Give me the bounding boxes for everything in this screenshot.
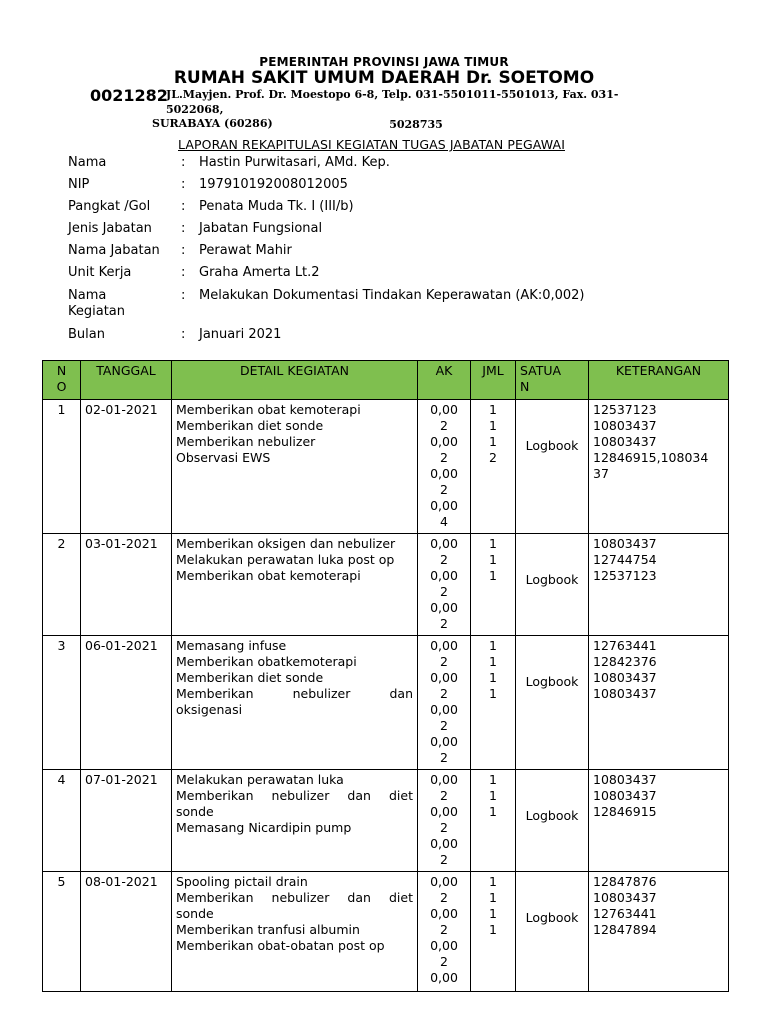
cell-keterangan: 12537123 10803437 10803437 12846915,108034 37	[589, 400, 729, 534]
province-heading: PEMERINTAH PROVINSI JAWA TIMUR	[259, 55, 509, 69]
cell-tanggal: 02-01-2021	[81, 400, 172, 534]
info-label: Jenis Jabatan	[68, 221, 152, 236]
activity-table	[42, 360, 729, 992]
cell-no: 5	[43, 872, 81, 992]
table-header-row	[43, 361, 729, 400]
cell-satuan: Logbook	[516, 400, 589, 534]
header-ak: AK	[418, 361, 471, 400]
cell-ak: 0,00 2 0,00 2 0,00 2 0,00 4	[418, 400, 471, 534]
info-label: Pangkat /Gol	[68, 199, 151, 214]
cell-satuan: Logbook	[516, 770, 589, 872]
cell-no: 3	[43, 636, 81, 770]
cell-keterangan: 12763441 12842376 10803437 10803437	[589, 636, 729, 770]
cell-jml: 1 1 1 1	[471, 636, 516, 770]
cell-detail-kegiatan: Memberikan obat kemoterapi Memberikan diet sonde Memberikan nebulizer Observasi EWS	[172, 400, 418, 534]
cell-ak: 0,00 2 0,00 2 0,00 2 0,00	[418, 872, 471, 992]
cell-ak: 0,00 2 0,00 2 0,00 2	[418, 534, 471, 636]
info-label: Nama Jabatan	[68, 243, 160, 258]
info-value: Graha Amerta Lt.2	[199, 265, 320, 280]
cell-keterangan: 12847876 10803437 12763441 12847894	[589, 872, 729, 992]
info-label: Nama Kegiatan	[68, 288, 126, 319]
cell-jml: 1 1 1	[471, 534, 516, 636]
city: SURABAYA (60286)	[152, 117, 273, 130]
header-satuan: SATUA N	[516, 361, 589, 400]
cell-detail-kegiatan: Spooling pictail drain Memberikan nebulizer dan diet sonde Memberikan tranfusi albumin Memberikan obat-obatan post op	[172, 872, 418, 992]
cell-satuan: Logbook	[516, 534, 589, 636]
info-value: Melakukan Dokumentasi Tindakan Keperawatan (AK:0,002)	[199, 288, 585, 303]
table-row	[43, 636, 729, 770]
cell-ak: 0,00 2 0,00 2 0,00 2 0,00 2	[418, 636, 471, 770]
info-value: Januari 2021	[199, 327, 282, 342]
cell-keterangan: 10803437 10803437 12846915	[589, 770, 729, 872]
table-row	[43, 770, 729, 872]
cell-satuan: Logbook	[516, 636, 589, 770]
cell-tanggal: 08-01-2021	[81, 872, 172, 992]
cell-tanggal: 06-01-2021	[81, 636, 172, 770]
address-line-2: 5028735	[389, 118, 443, 131]
table-row	[43, 534, 729, 636]
info-value: Jabatan Fungsional	[199, 221, 323, 236]
header-no: N O	[43, 361, 81, 400]
info-label: Nama	[68, 155, 107, 170]
cell-jml: 1 1 1	[471, 770, 516, 872]
info-value: Penata Muda Tk. I (III/b)	[199, 199, 354, 214]
document-code: 0021282	[90, 86, 168, 105]
cell-ak: 0,00 2 0,00 2 0,00 2	[418, 770, 471, 872]
info-label: Bulan	[68, 327, 105, 342]
header-tanggal: TANGGAL	[81, 361, 172, 400]
report-title: LAPORAN REKAPITULASI KEGIATAN TUGAS JABATAN PEGAWAI	[178, 137, 565, 152]
info-value: 197910192008012005	[199, 177, 348, 192]
cell-jml: 1 1 1 2	[471, 400, 516, 534]
header-jml: JML	[471, 361, 516, 400]
address-line-1: JL.Mayjen. Prof. Dr. Moestopo 6-8, Telp. 031-5501011-5501013, Fax. 031-5022068,	[166, 88, 619, 116]
info-label: Unit Kerja	[68, 265, 132, 280]
cell-keterangan: 10803437 12744754 12537123	[589, 534, 729, 636]
table-row	[43, 872, 729, 992]
header-keterangan: KETERANGAN	[589, 361, 729, 400]
info-value: Hastin Purwitasari, AMd. Kep.	[199, 155, 390, 170]
cell-jml: 1 1 1 1	[471, 872, 516, 992]
table-row	[43, 400, 729, 534]
info-value: Perawat Mahir	[199, 243, 292, 258]
cell-detail-kegiatan: Memberikan oksigen dan nebulizer Melakukan perawatan luka post op Memberikan obat kemoterapi	[172, 534, 418, 636]
hospital-name: RUMAH SAKIT UMUM DAERAH Dr. SOETOMO	[173, 68, 595, 88]
cell-no: 1	[43, 400, 81, 534]
cell-tanggal: 03-01-2021	[81, 534, 172, 636]
cell-tanggal: 07-01-2021	[81, 770, 172, 872]
info-label: NIP	[68, 177, 90, 192]
cell-satuan: Logbook	[516, 872, 589, 992]
cell-detail-kegiatan: Melakukan perawatan luka Memberikan nebulizer dan diet sonde Memasang Nicardipin pump	[172, 770, 418, 872]
header-detail-kegiatan: DETAIL KEGIATAN	[172, 361, 418, 400]
cell-detail-kegiatan: Memasang infuse Memberikan obatkemoterapi Memberikan diet sonde Memberikan nebulizer dan oksigenasi	[172, 636, 418, 770]
cell-no: 4	[43, 770, 81, 872]
cell-no: 2	[43, 534, 81, 636]
